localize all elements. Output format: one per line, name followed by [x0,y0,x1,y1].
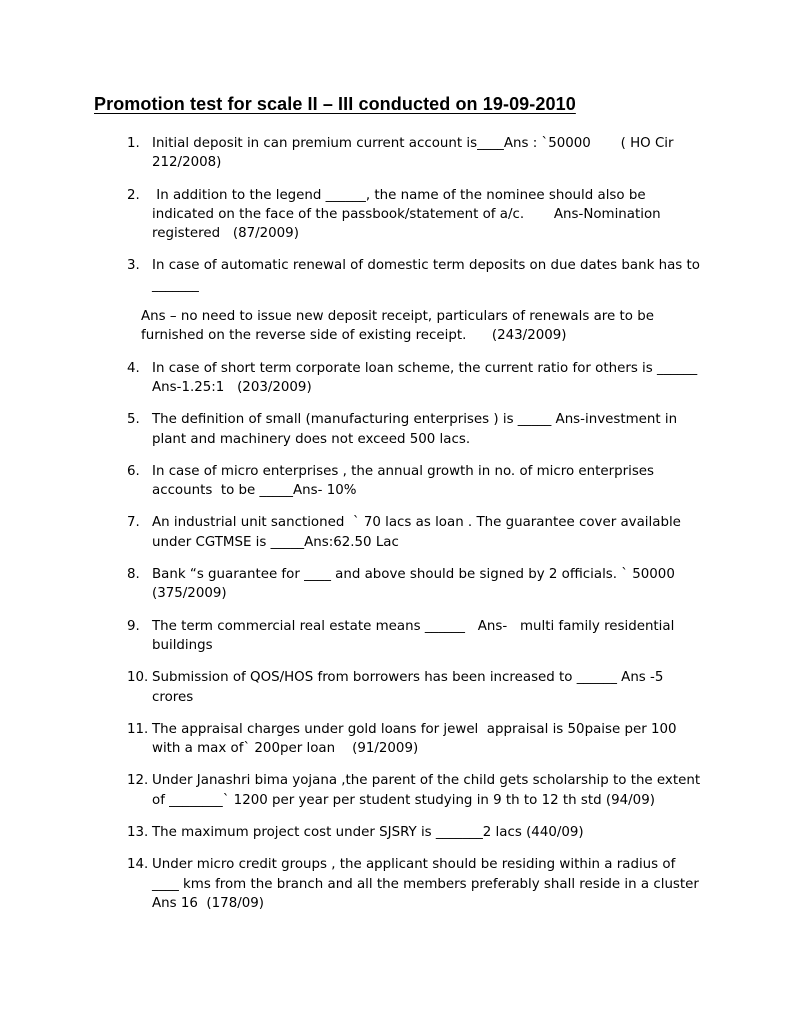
question-text: In case of micro enterprises , the annual growth in no. of micro enterprises accounts to be _____Ans- 10% [152,463,659,499]
question-item [0,410,791,449]
question-text: In addition to the legend ______, the name of the nominee should also be indicated on the face of the passbook/statement of a/c. Ans-Nomination registered (87/2009) [152,187,665,242]
question-item [0,855,791,913]
question-item [0,771,791,810]
question-text: Bank “s guarantee for ____ and above should be signed by 2 officials. ` 50000 (375/2009) [152,567,684,602]
question-text: The definition of small (manufacturing enterprises ) is _____ Ans-investment in plant and machinery does not exceed 500 lacs. [152,412,682,447]
question-number: 1. [127,136,140,151]
question-text: Submission of QOS/HOS from borrowers has been increased to ______ Ans -5 crores [152,670,668,705]
question-number: 14. [127,857,149,873]
question-number: 6. [127,463,140,479]
question-item [0,186,791,244]
question-item [0,256,791,295]
question-number: 3. [127,258,140,274]
question-item [0,565,791,604]
question-item [0,823,791,842]
question-number: 13. [127,825,149,841]
document-title: Promotion test for scale II – III conducted on 19-09-2010 [94,94,576,114]
question-list [0,134,791,926]
question-text: The term commercial real estate means ______ Ans- multi family residential buildings [152,618,679,653]
question-number: 5. [127,412,140,428]
question-item [0,359,791,398]
question-item [0,462,791,501]
question-number: 8. [127,567,140,583]
question-item [0,720,791,759]
question-number: 7. [127,515,140,531]
question-item [0,617,791,656]
question-number: 9. [127,618,140,634]
question-text: The appraisal charges under gold loans for jewel appraisal is 50paise per 100 with a max of` 200per loan (91/2009) [152,721,681,757]
question-text: In case of short term corporate loan scheme, the current ratio for others is ______ Ans-1.25:1 (203/2009) [152,360,702,395]
question-text: Under Janashri bima yojana ,the parent of the child gets scholarship to the extent of ________` 1200 per year per student studying in 9 th to 12 th std (94/09) [152,773,705,808]
question-item [0,134,791,173]
question-text: An industrial unit sanctioned ` 70 lacs as loan . The guarantee cover available under CGTMSE is _____Ans:62.50 Lac [152,515,686,550]
question-number: 11. [127,721,149,737]
question-text: In case of automatic renewal of domestic term deposits on due dates bank has to _______ [152,258,705,293]
question-number: 2. [127,187,140,203]
question-item [0,668,791,707]
question-number: 4. [127,360,140,376]
question-number: 12. [127,773,149,789]
question-number: 10. [127,670,149,686]
question-text: Under micro credit groups , the applicant should be residing within a radius of ____ kms from the branch and all the members preferably shall reside in a cluster Ans 16 (178/09) [152,857,704,911]
question-text: Initial deposit in can premium current account is____Ans : `50000 ( HO Cir 212/2008) [152,136,678,171]
question-item [0,513,791,552]
question-text: The maximum project cost under SJSRY is _______2 lacs (440/09) [152,825,584,841]
answer-note: Ans – no need to issue new deposit receipt, particulars of renewals are to be furnished on the reverse side of existing receipt. (243/2009) [141,309,659,344]
